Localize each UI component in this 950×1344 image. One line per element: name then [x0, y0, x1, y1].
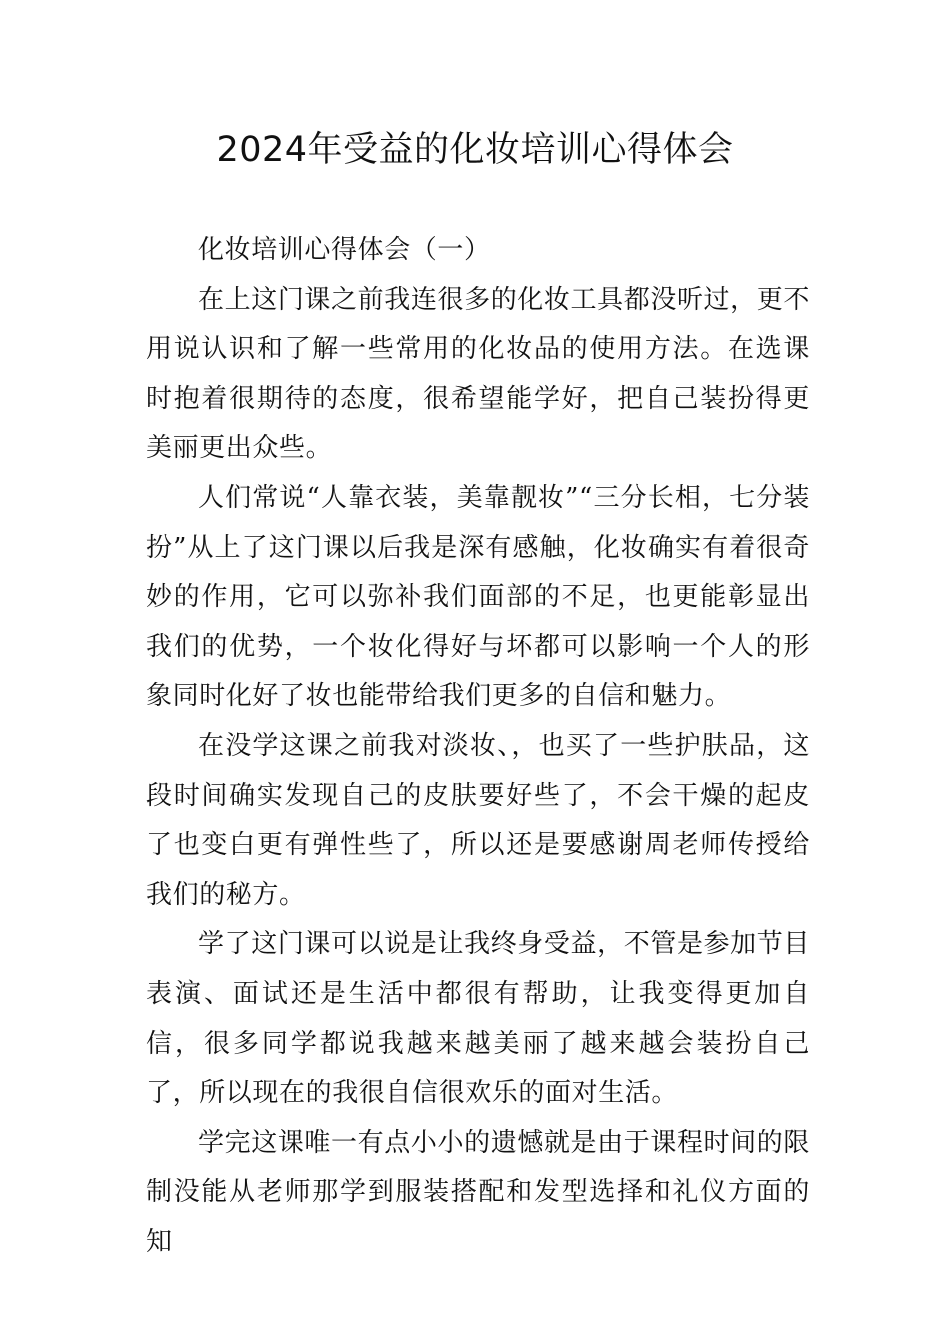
section-heading: 化妆培训心得体会（一） [198, 235, 491, 265]
document-title: 2024年受益的化妆培训心得体会 [216, 130, 734, 170]
paragraph-4: 学了这门课可以说是让我终身受益，不管是参加节目表演、面试还是生活中都很有帮助，让我变得更加自信，很多同学都说我越来越美丽了越来越会装扮自己了，所以现在的我很自信很欢乐的面对生活。 [146, 929, 810, 1109]
paragraph-2: 人们常说“人靠衣装，美靠靓妆”“三分长相，七分装扮”从上了这门课以后我是深有感触，化妆确实有着很奇妙的作用，它可以弥补我们面部的不足，也更能彰显出我们的优势，一个妆化得好与坏都可以影响一个人的形象同时化好了妆也能带给我们更多的自信和魅力。 [146, 482, 810, 712]
paragraph-1: 在上这门课之前我连很多的化妆工具都没听过，更不用说认识和了解一些常用的化妆品的使用方法。在选课时抱着很期待的态度，很希望能学好，把自己装扮得更美丽更出众些。 [146, 284, 810, 464]
paragraph-5: 学完这课唯一有点小小的遗憾就是由于课程时间的限制没能从老师那学到服装搭配和发型选择和礼仪方面的知 [146, 1127, 810, 1257]
document-body [146, 226, 810, 1267]
paragraph-3: 在没学这课之前我对淡妆、，也买了一些护肤品，这段时间确实发现自己的皮肤要好些了，不会干燥的起皮了也变白更有弹性些了，所以还是要感谢周老师传授给我们的秘方。 [146, 730, 810, 910]
